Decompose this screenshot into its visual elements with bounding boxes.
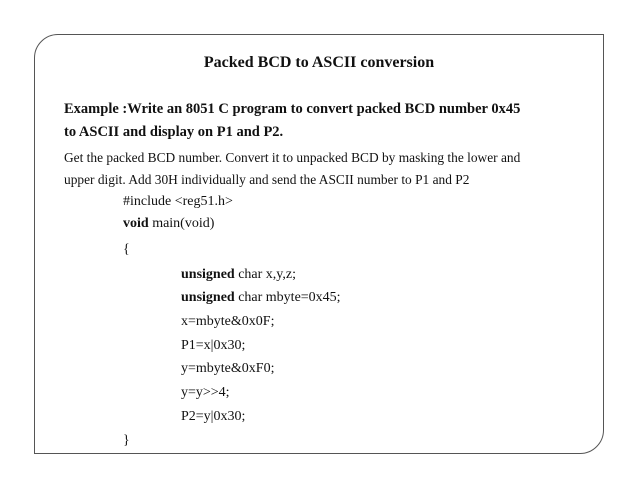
code-close-brace: }	[123, 433, 130, 448]
slide-frame	[34, 34, 604, 454]
code-stmt-line-3: y=mbyte&0xF0;	[181, 361, 275, 376]
description-line-1: Get the packed BCD number. Convert it to unpacked BCD by masking the lower and	[64, 150, 521, 165]
example-statement	[64, 98, 574, 144]
code-main-signature: main(void)	[148, 216, 215, 231]
code-decl-1-rest: char x,y,z;	[234, 267, 296, 282]
code-decl-line-2	[181, 288, 341, 308]
code-keyword-void: void	[123, 216, 149, 231]
code-keyword-unsigned: unsigned	[181, 290, 235, 305]
code-stmt-line-5: P2=y|0x30;	[181, 409, 246, 424]
code-main-line	[123, 214, 214, 234]
example-line-1: Example :Write an 8051 C program to convert packed BCD number 0x45	[64, 101, 521, 117]
code-keyword-unsigned: unsigned	[181, 267, 235, 282]
code-stmt-line-4: y=y>>4;	[181, 385, 230, 400]
code-decl-line-1	[181, 265, 296, 285]
code-decl-2-rest: char mbyte=0x45;	[234, 290, 341, 305]
code-stmt-line-1: x=mbyte&0x0F;	[181, 314, 275, 329]
example-line-2: to ASCII and display on P1 and P2.	[64, 124, 284, 140]
description-text	[64, 147, 579, 191]
code-stmt-line-2: P1=x|0x30;	[181, 338, 246, 353]
code-open-brace: {	[123, 242, 130, 257]
slide-title: Packed BCD to ASCII conversion	[203, 54, 435, 71]
description-line-2: upper digit. Add 30H individually and send the ASCII number to P1 and P2	[64, 172, 470, 187]
code-include-line: #include <reg51.h>	[123, 194, 233, 209]
